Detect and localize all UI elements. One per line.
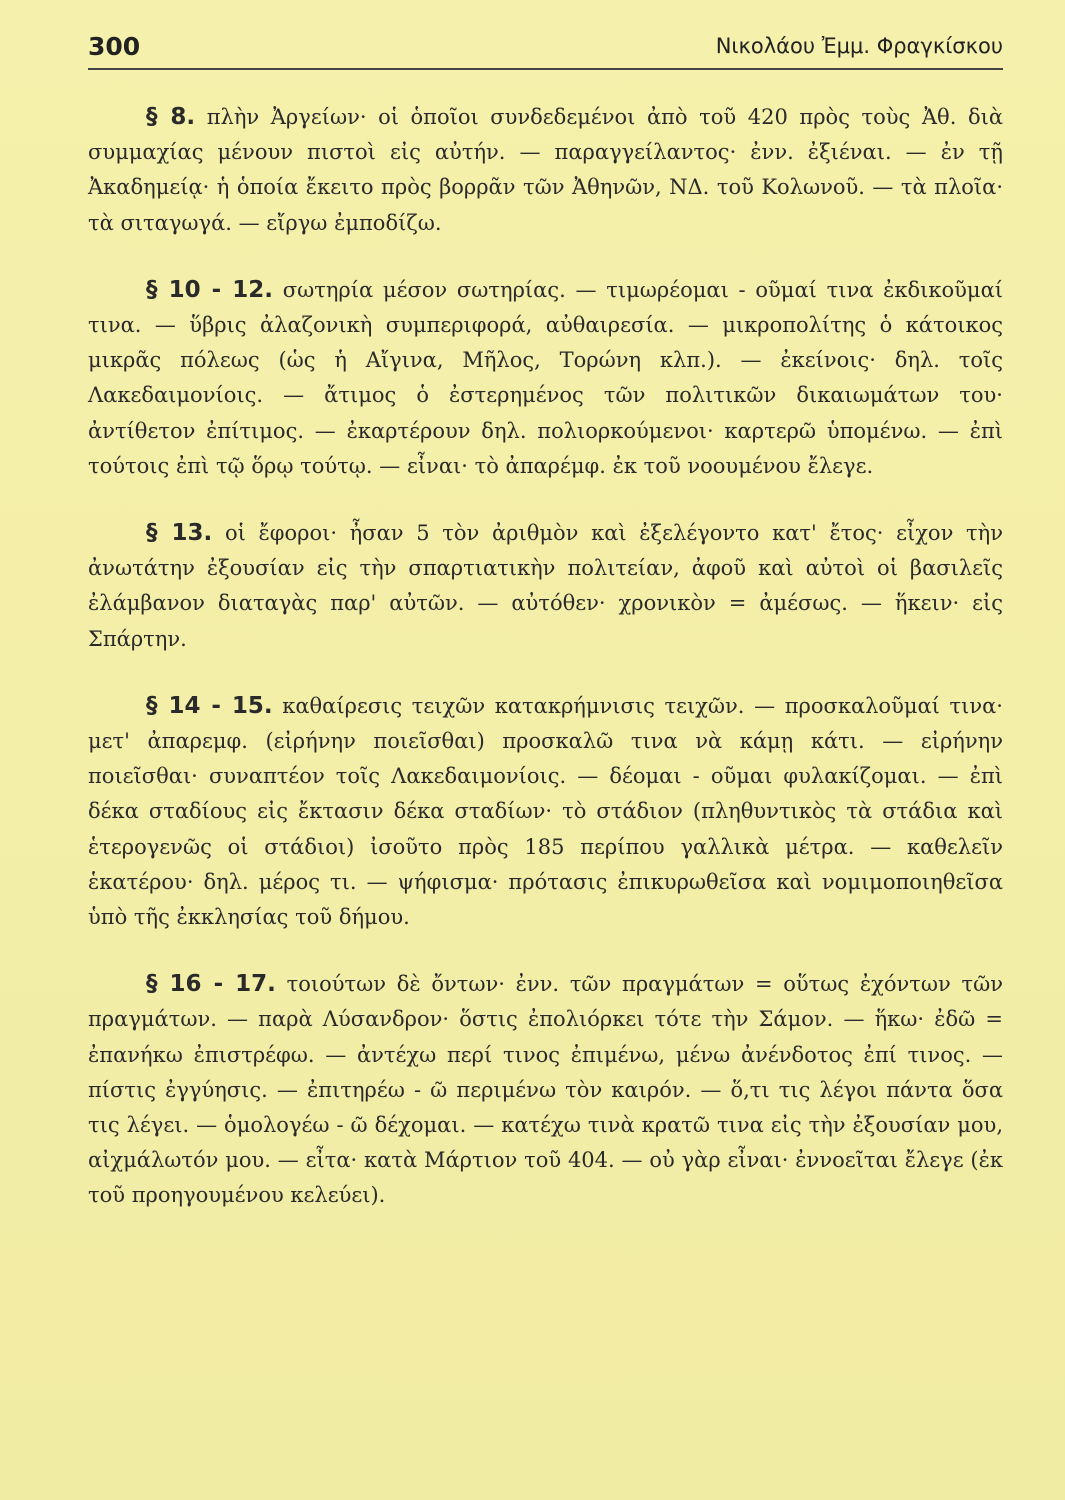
section-number: § 10 - 12. bbox=[146, 276, 274, 303]
paragraph-text: τοιούτων δὲ ὄντων· ἐνν. τῶν πραγμάτων = οὕτως ἐχόντων τῶν πραγμάτων. — παρὰ Λύσανδρον· ὅστις ἐπολιόρκει τότε τὴν Σάμον. — ἥκω· ἐδῶ = ἐπανήκω ἐπιστρέφω. — ἀντέχω περί τινος ἐπιμένω, μένω ἀνένδοτος ἐπί τινος. — πίστις ἐγγύησις. — ἐπιτηρέω - ῶ περιμένω τὸν καιρόν. — ὅ,τι τις λέγοι πάντα ὅσα τις λέγει. — ὁμολογέω - ῶ δέχομαι. — κατέχω τινὰ κρατῶ τινα εἰς τὴν ἐξουσίαν μου, αἰχμάλωτόν μου. — εἶτα· κατὰ Μάρτιον τοῦ 404. — οὐ γὰρ εἶναι· ἐννοεῖται ἔλεγε (ἐκ τοῦ προηγουμένου κελεύει). bbox=[88, 972, 1003, 1208]
paragraph-text: καθαίρεσις τειχῶν κατακρήμνισις τειχῶν. — προσκαλοῦμαί τινα· μετ' ἀπαρεμφ. (εἰρήνην ποιεῖσθαι) προσκαλῶ τινα νὰ κάμῃ κάτι. — εἰρήνην ποιεῖσθαι· συναπτέον τοῖς Λακεδαιμονίοις. — δέομαι - οῦμαι φυλακίζομαι. — ἐπὶ δέκα σταδίους εἰς ἔκτασιν δέκα σταδίων· τὸ στάδιον (πληθυντικὸς τὰ στάδια καὶ ἑτερογενῶς οἱ στάδιοι) ἰσοῦτο πρὸς 185 περίπου γαλλικὰ μέτρα. — καθελεῖν ἑκατέρου· δηλ. μέρος τι. — ψήφισμα· πρότασις ἐπικυρωθεῖσα καὶ νομιμοποιηθεῖσα ὑπὸ τῆς ἐκκλησίας τοῦ δήμου. bbox=[88, 693, 1003, 930]
paragraph-section-13 bbox=[88, 516, 1003, 657]
paragraph-text: οἱ ἔφοροι· ἦσαν 5 τὸν ἀριθμὸν καὶ ἐξελέγοντο κατ' ἔτος· εἶχον τὴν ἀνωτάτην ἐξουσίαν εἰς τὴν σπαρτιατικὴν πολιτείαν, ἀφοῦ καὶ αὐτοὶ οἱ βασιλεῖς ἐλάμβανον διαταγὰς παρ' αὐτῶν. — αὐτόθεν· χρονικὸν = ἀμέσως. — ἥκειν· εἰς Σπάρτην. bbox=[88, 521, 1003, 651]
page-number: 300 bbox=[88, 32, 141, 61]
paragraph-section-14-15 bbox=[88, 689, 1003, 935]
paragraph-section-8 bbox=[88, 100, 1003, 241]
section-number: § 8. bbox=[146, 104, 196, 130]
section-number: § 16 - 17. bbox=[146, 971, 276, 998]
section-number: § 13. bbox=[146, 520, 213, 547]
paragraph-section-16-17 bbox=[88, 967, 1003, 1213]
paragraph-text: σωτηρία μέσον σωτηρίας. — τιμωρέομαι - οῦμαί τινα ἐκδικοῦμαί τινα. — ὕβρις ἀλαζονικὴ συμπεριφορά, αὐθαιρεσία. — μικροπολίτης ὁ κάτοικος μικρᾶς πόλεως (ὡς ἡ Αἴγινα, Μῆλος, Τορώνη κλπ.). — ἐκείνοις· δηλ. τοῖς Λακεδαιμονίοις. — ἄτιμος ὁ ἐστερημένος τῶν πολιτικῶν δικαιωμάτων του· ἀντίθετον ἐπίτιμος. — ἐκαρτέρουν δηλ. πολιορκούμενοι· καρτερῶ ὑπομένω. — ἐπὶ τούτοις ἐπὶ τῷ ὅρῳ τούτῳ. — εἶναι· τὸ ἀπαρέμφ. ἐκ τοῦ νοουμένου ἔλεγε. bbox=[88, 277, 1003, 478]
commentary-body bbox=[88, 100, 1003, 1246]
running-head: Νικολάου Ἐμμ. Φραγκίσκου bbox=[715, 34, 1003, 58]
paragraph-section-10-12 bbox=[88, 273, 1003, 484]
paragraph-text: πλὴν Ἀργείων· οἱ ὁποῖοι συνδεδεμένοι ἀπὸ τοῦ 420 πρὸς τοὺς Ἀθ. διὰ συμμαχίας μένουν πιστοὶ εἰς αὐτήν. — παραγγείλαντος· ἐνν. ἐξιέναι. — ἐν τῇ Ἀκαδημείᾳ· ἡ ὁποία ἔκειτο πρὸς βορρᾶν τῶν Ἀθηνῶν, ΝΔ. τοῦ Κολωνοῦ. — τὰ πλοῖα· τὰ σιταγωγά. — εἴργω ἐμποδίζω. bbox=[88, 105, 1004, 235]
section-number: § 14 - 15. bbox=[146, 692, 273, 719]
page-header bbox=[88, 32, 1003, 70]
